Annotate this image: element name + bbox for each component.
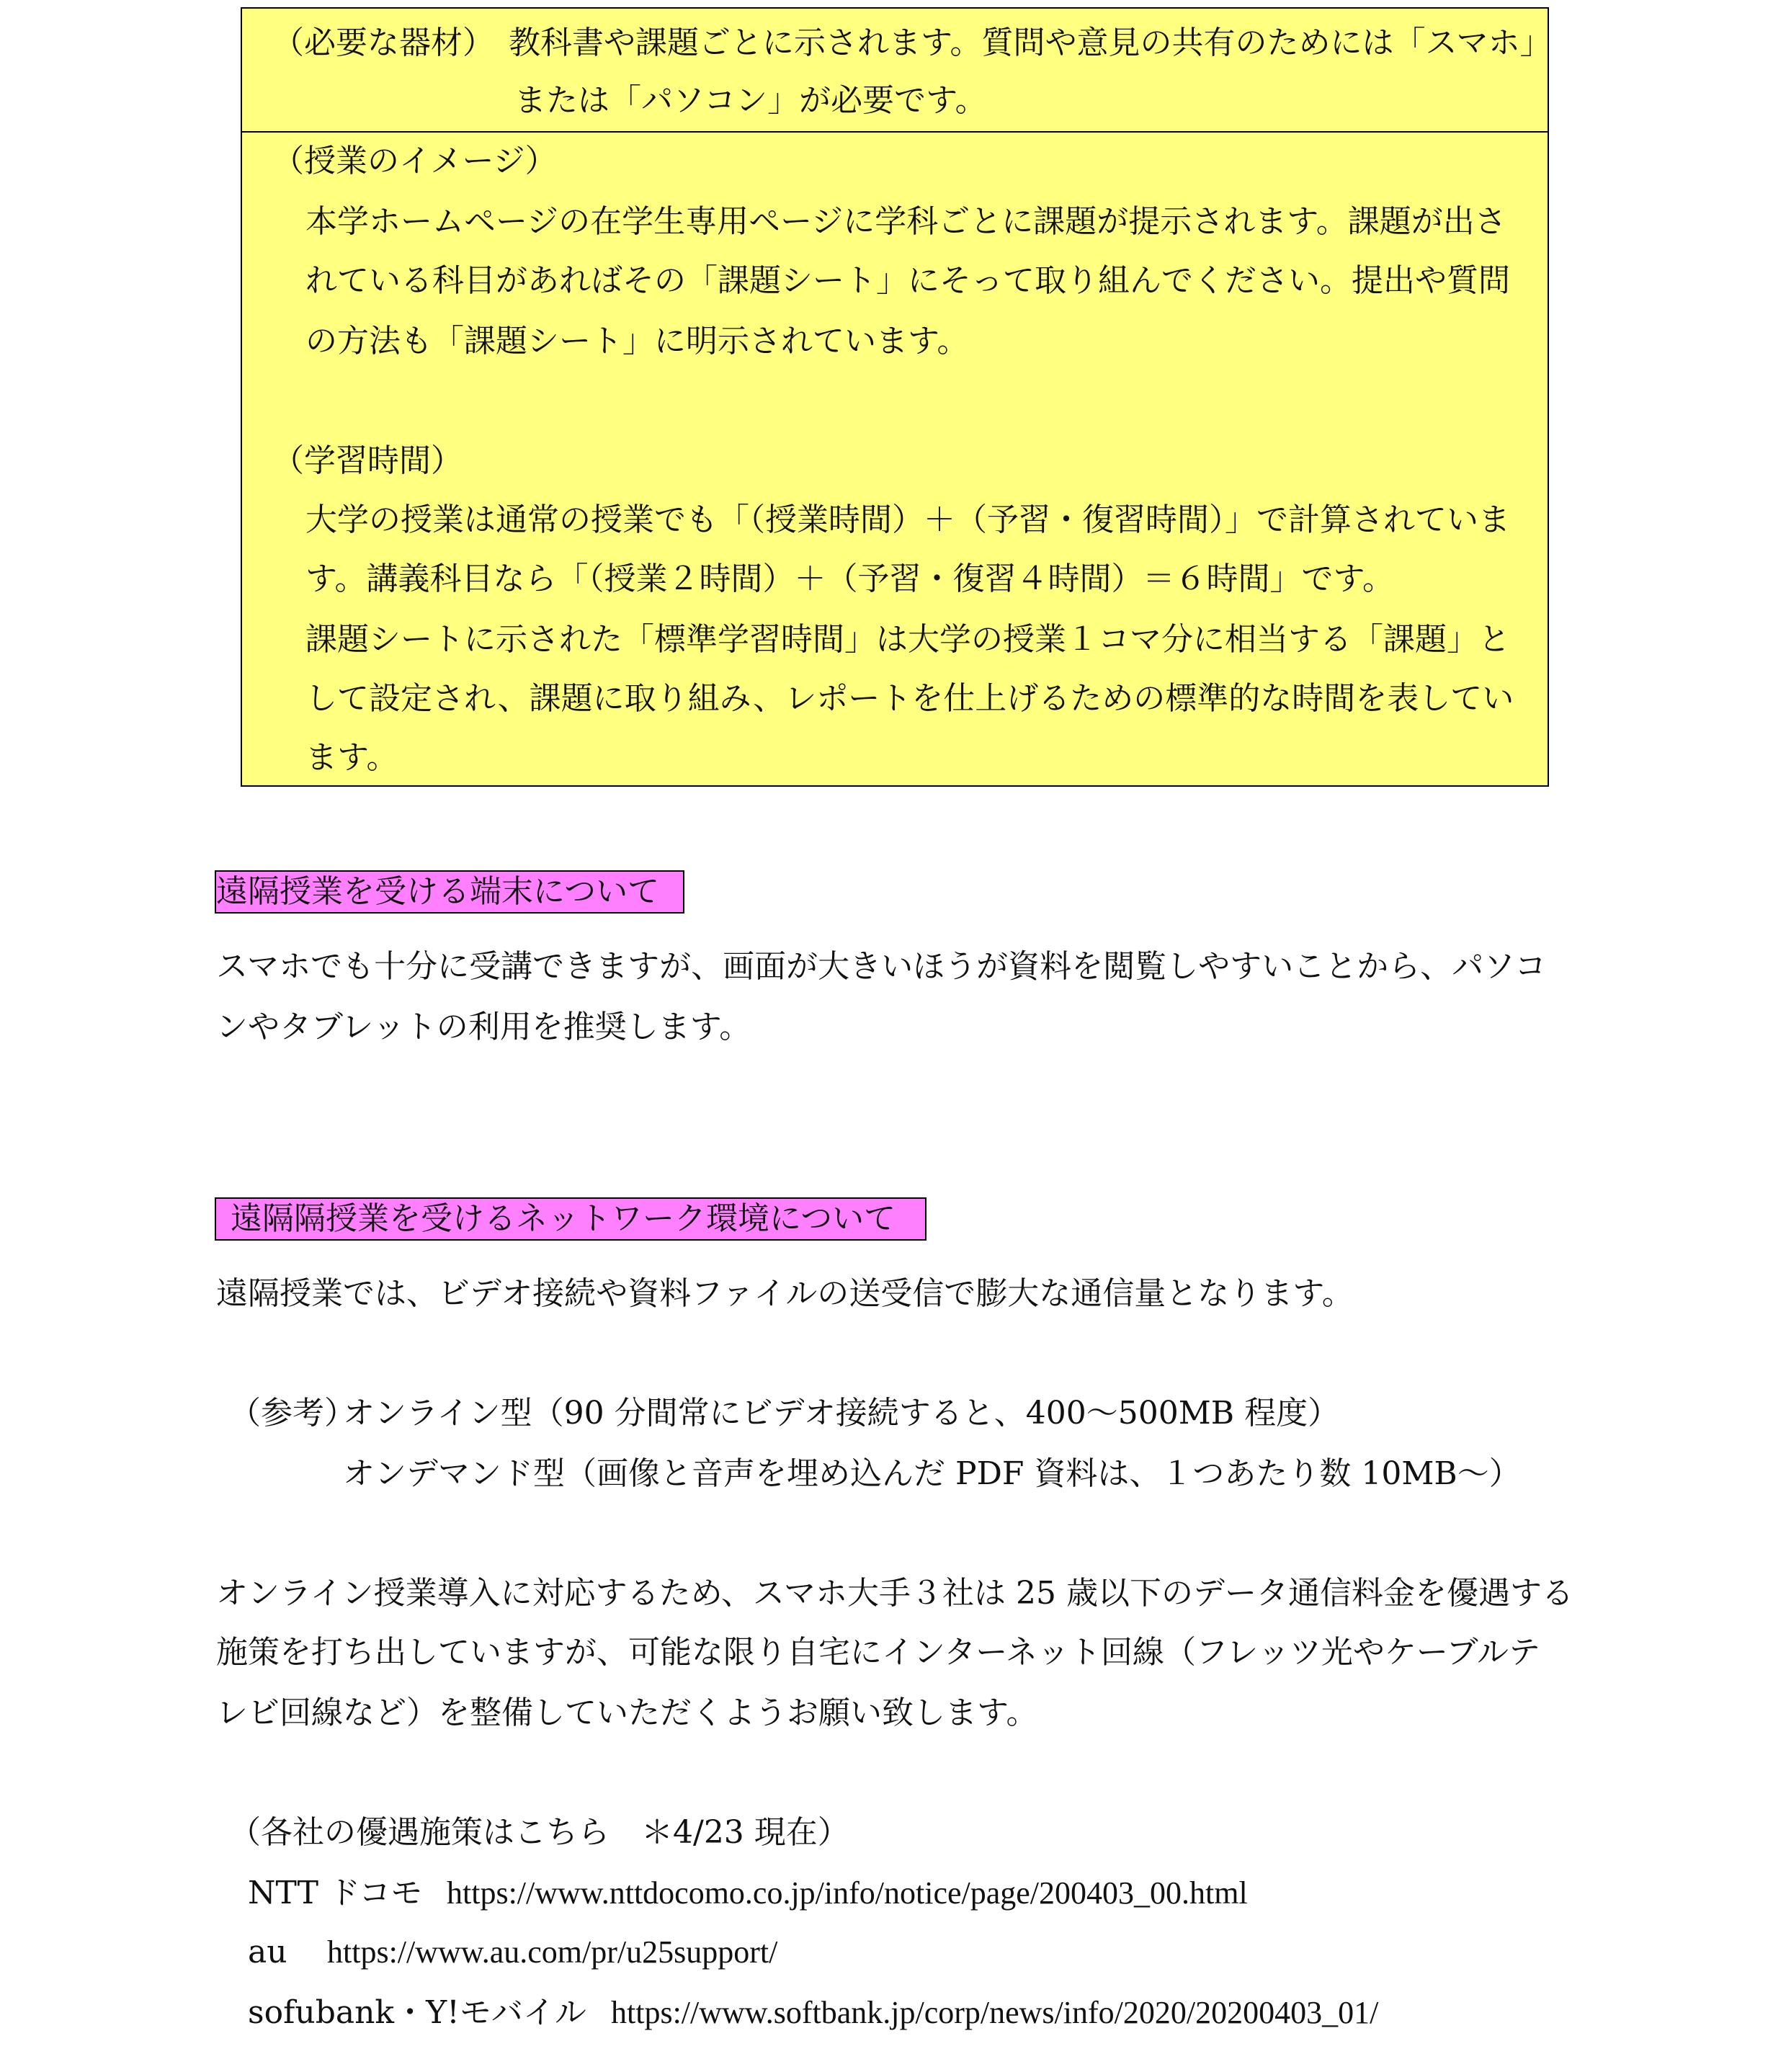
time-line: して設定され、課題に取り組み、レポートを仕上げるための標準的な時間を表してい (305, 680, 1514, 717)
time-line: す。講義科目なら「（授業２時間）＋（予習・復習４時間）＝６時間」です。 (305, 561, 1394, 597)
reference-label: （参考） (229, 1395, 356, 1432)
time-label: （学習時間） (272, 442, 463, 479)
equipment-line-1: 教科書や課題ごとに示されます。質問や意見の共有のためには「スマホ」 (509, 24, 1552, 61)
time-line: 大学の授業は通常の授業でも「（授業時間）＋（予習・復習時間）」で計算されていま (305, 501, 1510, 538)
image-line: の方法も「課題シート」に明示されています。 (305, 323, 969, 360)
carrier-link-softbank[interactable]: https://www.softbank.jp/corp/news/info/2020/20200403_01/ (611, 1995, 1379, 2030)
carrier-name-docomo: NTT ドコモ (248, 1875, 423, 1911)
reference-ondemand: オンデマンド型（画像と音声を埋め込んだ PDF 資料は、１つあたり数 10MB～） (343, 1455, 1521, 1492)
carrier-name-au: au (248, 1934, 287, 1970)
network-heading (215, 1197, 927, 1241)
image-line: れている科目があればその「課題シート」にそって取り組んでください。提出や質問 (305, 262, 1510, 299)
info-box (241, 7, 1549, 787)
network-paragraph-line: 施策を打ち出していますが、可能な限り自宅にインターネット回線（フレッツ光やケーブルテ (216, 1634, 1540, 1671)
network-paragraph-line: レビ回線など）を整備していただくようお願い致します。 (216, 1694, 1038, 1731)
equipment-line-2: または「パソコン」が必要です。 (514, 82, 987, 119)
carrier-name-softbank: sofubank・Y!モバイル (248, 1994, 586, 2031)
network-paragraph-line: オンライン授業導入に対応するため、スマホ大手３社は 25 歳以下のデータ通信料金を優遇する (216, 1575, 1573, 1612)
reference-online: オンライン型（90 分間常にビデオ接続すると、400～500MB 程度） (343, 1395, 1340, 1432)
image-line: 本学ホームページの在学生専用ページに学科ごとに課題が提示されます。課題が出さ (305, 203, 1506, 240)
equipment-label: （必要な器材） (272, 24, 494, 61)
time-line: 課題シートに示された「標準学習時間」は大学の授業１コマ分に相当する「課題」と (305, 621, 1510, 658)
time-line: ます。 (305, 739, 398, 776)
device-heading (215, 870, 684, 914)
box-divider (242, 131, 1548, 133)
image-label: （授業のイメージ） (272, 143, 557, 179)
carrier-link-docomo[interactable]: https://www.nttdocomo.co.jp/info/notice/page/200403_00.html (447, 1875, 1248, 1911)
carriers-note: （各社の優遇施策はこちら ＊4/23 現在） (229, 1814, 849, 1851)
device-line: ンやタブレットの利用を推奨します。 (216, 1009, 751, 1045)
network-intro: 遠隔授業では、ビデオ接続や資料ファイルの送受信で膨大な通信量となります。 (216, 1275, 1354, 1312)
device-line: スマホでも十分に受講できますが、画面が大きいほうが資料を閲覧しやすいことから、パソコ (216, 948, 1547, 985)
device-heading-text: 遠隔授業を受ける端末について (216, 873, 660, 910)
network-heading-text: 遠隔隔授業を受けるネットワーク環境について (231, 1200, 896, 1237)
carrier-link-au[interactable]: https://www.au.com/pr/u25support/ (327, 1934, 778, 1970)
